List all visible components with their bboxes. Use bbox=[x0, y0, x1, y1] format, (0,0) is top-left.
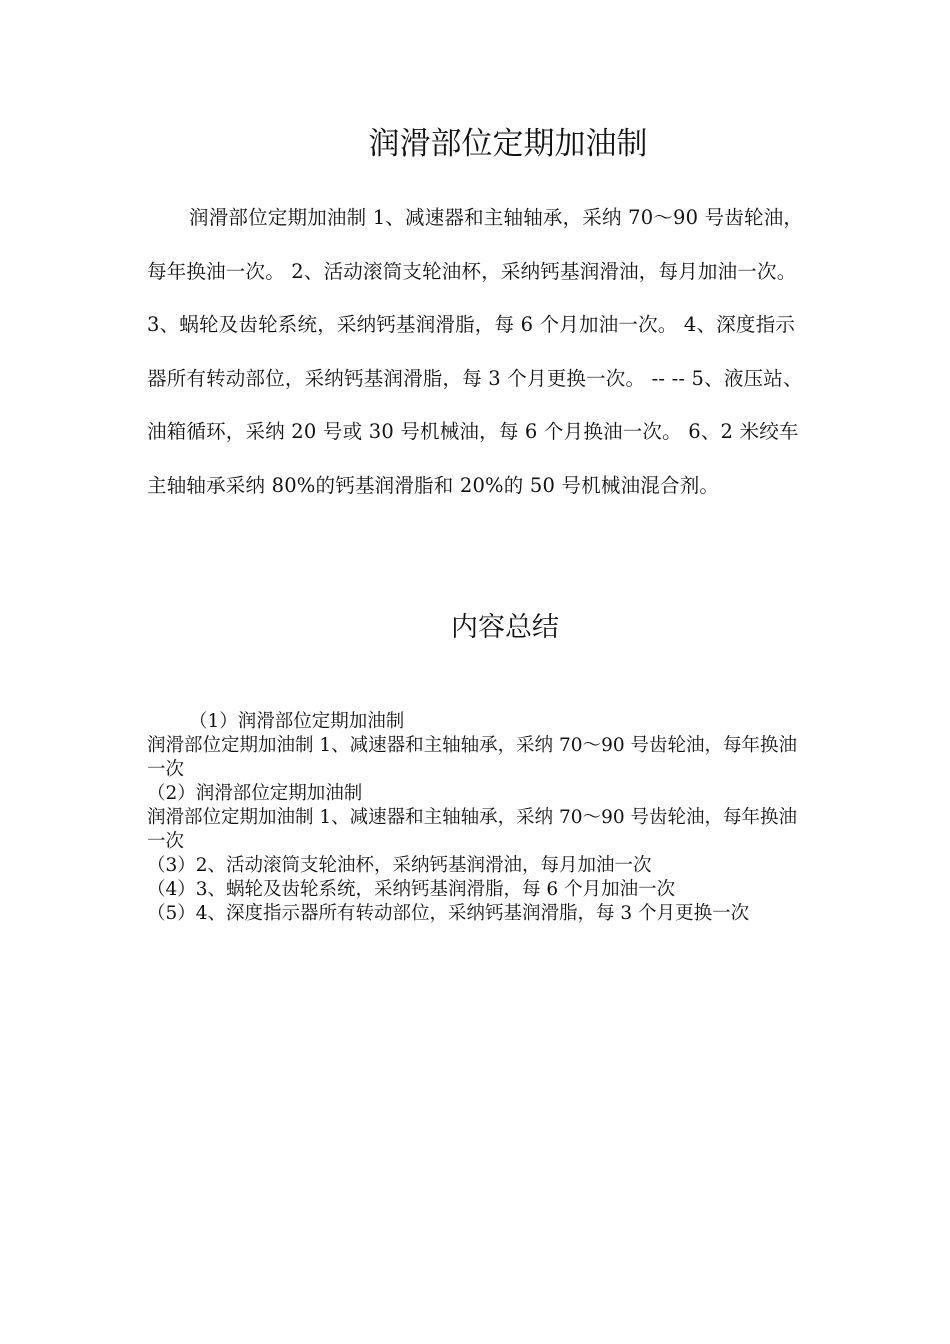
document-title: 润滑部位定期加油制 bbox=[368, 126, 648, 162]
summary-item-2-heading: （2）润滑部位定期加油制 bbox=[147, 783, 363, 804]
summary-item-1-text: 润滑部位定期加油制 1、减速器和主轴轴承，采纳 70～90 号齿轮油，每年换油一次 bbox=[147, 735, 797, 780]
summary-item-4: （4）3、蜗轮及齿轮系统，采纳钙基润滑脂，每 6 个月加油一次 bbox=[147, 879, 676, 900]
summary-item-3: （3）2、活动滚筒支轮油杯，采纳钙基润滑油，每月加油一次 bbox=[147, 855, 652, 876]
body-paragraph: 润滑部位定期加油制 1、减速器和主轴轴承，采纳 70～90 号齿轮油，每年换油一次。 2、活动滚筒支轮油杯，采纳钙基润滑油，每月加油一次。 3、蜗轮及齿轮系统，采纳钙基润滑脂，每 6 个月加油一次。 4、深度指示器所有转动部位，采纳钙基润滑脂，每 3 个月更换一次。 -- -- 5、液压站、油箱循环，采纳 20 号或 30 号机械油，每 6 个月换油一次。 6、2 米绞车主轴轴承采纳 80%的钙基润滑脂和 20%的 50 号机械油混合剂。 bbox=[147, 206, 804, 497]
summary-heading: 内容总结 bbox=[451, 612, 559, 643]
summary-item-5: （5）4、深度指示器所有转动部位，采纳钙基润滑脂，每 3 个月更换一次 bbox=[147, 903, 750, 924]
summary-item-1-heading: （1）润滑部位定期加油制 bbox=[189, 711, 405, 732]
summary-list bbox=[147, 710, 812, 926]
summary-item-2-text: 润滑部位定期加油制 1、减速器和主轴轴承，采纳 70～90 号齿轮油，每年换油一次 bbox=[147, 807, 797, 852]
